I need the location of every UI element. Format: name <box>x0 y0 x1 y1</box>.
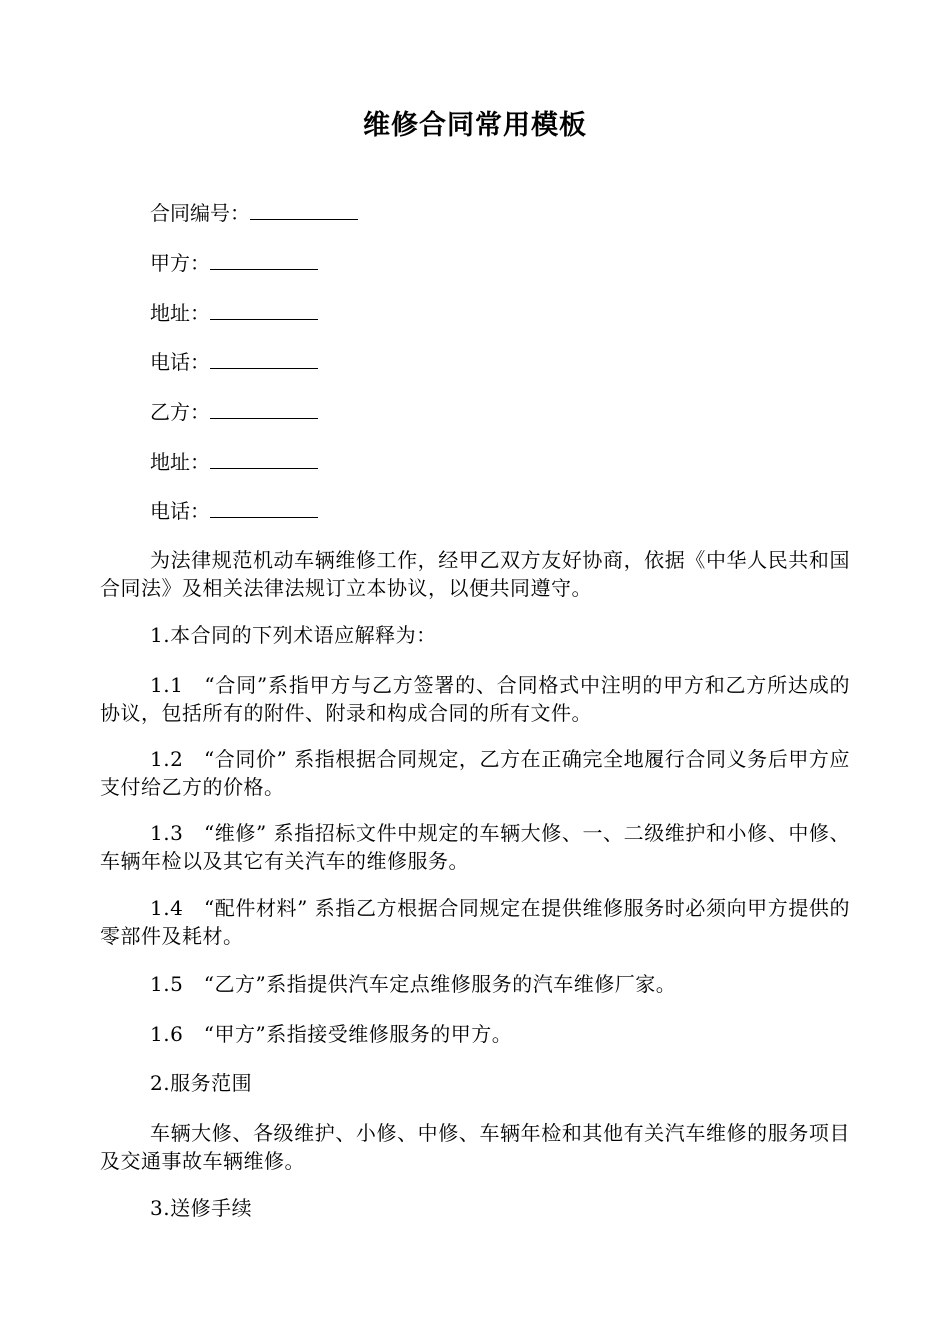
contract-number-field <box>150 199 358 227</box>
party-b-address-blank <box>210 450 318 469</box>
party-a-phone-blank <box>210 350 318 369</box>
section-1-heading: 1.本合同的下列术语应解释为： <box>150 623 437 647</box>
party-a-phone-field <box>150 348 318 376</box>
section-2-heading: 2.服务范围 <box>150 1071 253 1095</box>
party-a-field <box>150 249 318 277</box>
clause-1-3: 1.3 “维修” 系指招标文件中规定的车辆大修、一、二级维护和小修、中修、车辆年检以及其它有关汽车的维修服务。 <box>100 821 850 873</box>
party-a-address-field <box>150 299 318 327</box>
party-b-phone-label: 电话： <box>150 499 210 523</box>
section-2-body: 车辆大修、各级维护、小修、中修、车辆年检和其他有关汽车维修的服务项目及交通事故车辆维修。 <box>100 1121 850 1173</box>
contract-number-label: 合同编号： <box>150 201 250 225</box>
clause-1-1: 1.1 “合同”系指甲方与乙方签署的、合同格式中注明的甲方和乙方所达成的协议，包括所有的附件、附录和构成合同的所有文件。 <box>100 673 850 725</box>
party-b-address-label: 地址： <box>150 450 210 474</box>
party-a-address-blank <box>210 301 318 320</box>
party-b-address-field <box>150 448 318 476</box>
intro-paragraph: 为法律规范机动车辆维修工作，经甲乙双方友好协商，依据《中华人民共和国合同法》及相关法律法规订立本协议，以便共同遵守。 <box>100 548 850 600</box>
clause-1-6: 1.6 “甲方”系指接受维修服务的甲方。 <box>150 1022 513 1046</box>
section-3-heading: 3.送修手续 <box>150 1196 253 1220</box>
contract-number-blank <box>250 201 358 220</box>
party-b-field <box>150 398 318 426</box>
party-b-label: 乙方： <box>150 400 210 424</box>
party-b-phone-field <box>150 497 318 525</box>
party-a-phone-label: 电话： <box>150 350 210 374</box>
party-b-phone-blank <box>210 499 318 518</box>
party-a-blank <box>210 251 318 270</box>
clause-1-2: 1.2 “合同价” 系指根据合同规定，乙方在正确完全地履行合同义务后甲方应支付给乙方的价格。 <box>100 747 850 799</box>
clause-1-5: 1.5 “乙方”系指提供汽车定点维修服务的汽车维修厂家。 <box>150 972 677 996</box>
party-a-label: 甲方： <box>150 251 210 275</box>
document-title: 维修合同常用模板 <box>363 110 587 141</box>
party-b-blank <box>210 400 318 419</box>
party-a-address-label: 地址： <box>150 301 210 325</box>
clause-1-4: 1.4 “配件材料” 系指乙方根据合同规定在提供维修服务时必须向甲方提供的零部件及耗材。 <box>100 896 850 948</box>
